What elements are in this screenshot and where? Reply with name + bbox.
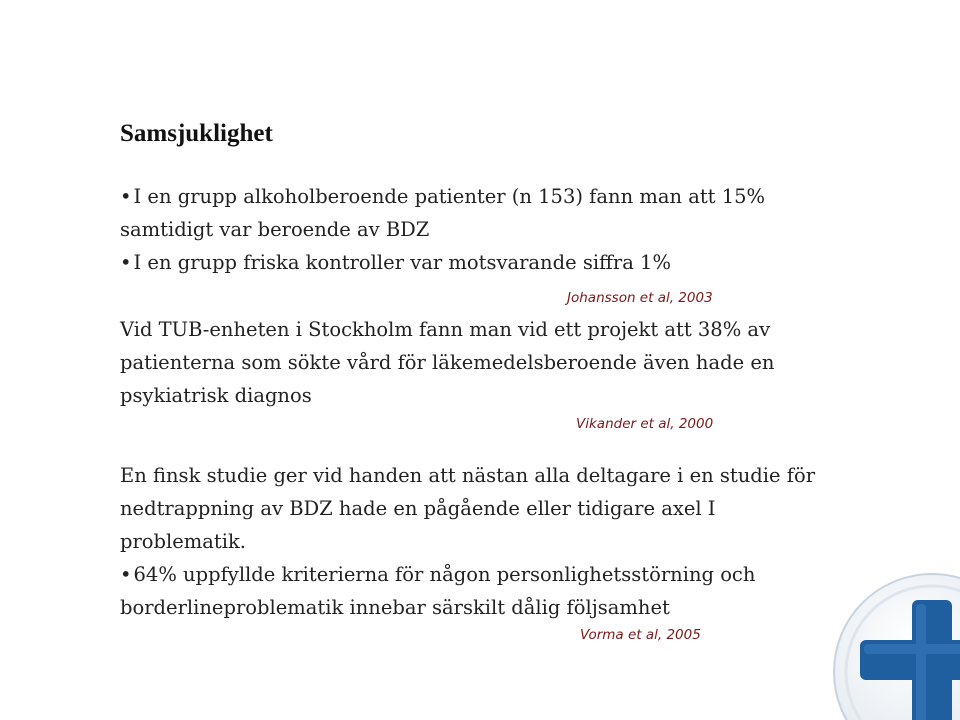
cross-emblem-icon — [832, 572, 960, 720]
reference-citation: Vorma et al, 2005 — [580, 627, 701, 643]
text-line: borderlineproblematik innebar särskilt dålig följsamhet — [120, 596, 670, 619]
bullet-marker: • — [120, 185, 132, 208]
paragraph-2 — [120, 313, 880, 412]
reference-citation: Johansson et al, 2003 — [567, 290, 713, 306]
bullet-marker: • — [120, 563, 132, 586]
text-line: patienterna som sökte vård för läkemedelsberoende även hade en — [120, 351, 775, 374]
text-line: I en grupp friska kontroller var motsvarande siffra 1% — [133, 251, 671, 274]
text-line: En finsk studie ger vid handen att nästan alla deltagare i en studie för — [120, 464, 816, 487]
text-line: nedtrappning av BDZ hade en pågående eller tidigare axel I — [120, 497, 716, 520]
paragraph-3 — [120, 459, 880, 624]
text-line: problematik. — [120, 530, 247, 553]
text-line: psykiatrisk diagnos — [120, 384, 312, 407]
reference-citation: Vikander et al, 2000 — [576, 416, 714, 432]
text-line: 64% uppfyllde kriterierna för någon personlighetsstörning och — [133, 563, 756, 586]
bullet-marker: • — [120, 251, 132, 274]
text-line: Vid TUB-enheten i Stockholm fann man vid ett projekt att 38% av — [120, 318, 771, 341]
text-line: samtidigt var beroende av BDZ — [120, 218, 430, 241]
text-line: I en grupp alkoholberoende patienter (n 153) fann man att 15% — [133, 185, 766, 208]
bullet-paragraph-1 — [120, 180, 880, 279]
slide-title: Samsjuklighet — [120, 120, 273, 147]
